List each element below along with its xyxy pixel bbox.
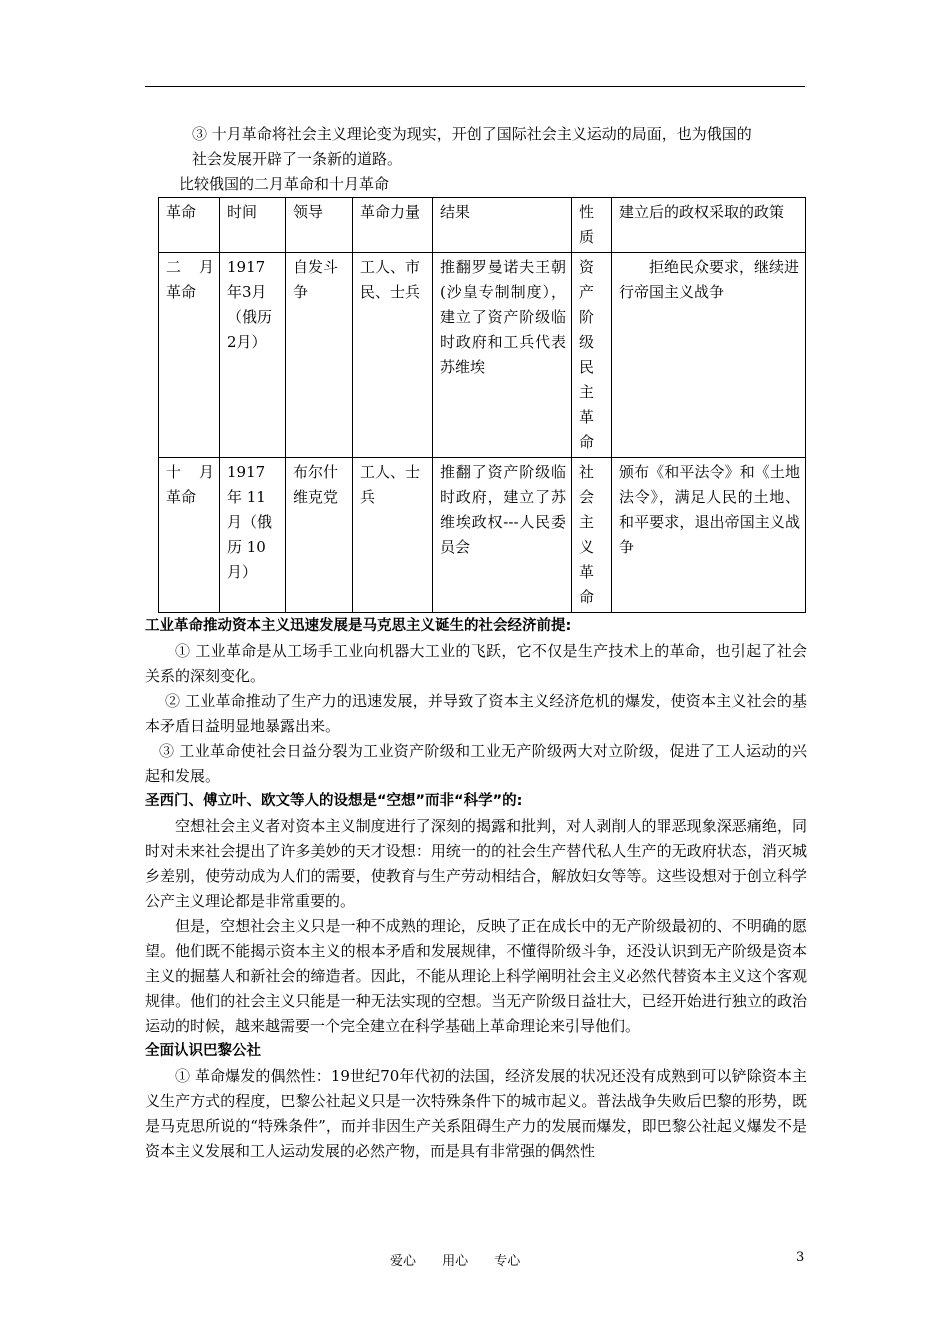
cell-nature: 资产阶级民主革命 xyxy=(572,253,612,458)
cell-leader: 布尔什维克党 xyxy=(286,458,353,613)
cell-time: 1917 年 11 月（俄 历 10 月） xyxy=(220,458,286,613)
document-body xyxy=(145,122,807,1164)
table-caption: 比较俄国的二月革命和十月革命 xyxy=(179,175,390,193)
section3-paragraph-1: ① 革命爆发的偶然性：19世纪70年代初的法国，经济发展的状况还没有成熟到可以铲除资本主义生产方式的程度，巴黎公社起义只是一次特殊条件下的城市起义。普法战争失败后巴黎的形势，既是马克思所说的“特殊条件”，而并非因生产关系阻碍生产力的发展而爆发，即巴黎公社起义爆发不是资本主义发展和工人运动发展的必然产物，而是具有非常强的偶然性 xyxy=(145,1067,807,1160)
section1-paragraph-1: ① 工业革命是从工场手工业向机器大工业的飞跃，它不仅是生产技术上的革命，也引起了社会关系的深刻变化。 xyxy=(145,642,807,685)
table-row xyxy=(159,458,806,613)
section2-paragraph-1: 空想社会主义者对资本主义制度进行了深刻的揭露和批判，对人剥削人的罪恶现象深恶痛绝，同时对未来社会提出了许多美妙的天才设想：用统一的的社会生产替代私人生产的无政府状态，消灭城乡差别，使劳动成为人们的需要，使教育与生产劳动相结合，解放妇女等等。这些设想对于创立科学公产主义理论都是非常重要的。 xyxy=(145,817,807,910)
cell-nature: 社会主义革命 xyxy=(572,458,612,613)
cell-policy: 颁布《和平法令》和《土地法令》，满足人民的土地、和平要求，退出帝国主义战争 xyxy=(612,458,806,613)
section-heading-utopian-socialism: 圣西门、傅立叶、欧文等人的设想是“空想”而非“科学”的: xyxy=(145,793,523,809)
cell-force: 工人、市民、士兵 xyxy=(353,253,433,458)
header-cell: 性质 xyxy=(572,198,612,253)
cell-revolution: 十 月革命 xyxy=(159,458,220,613)
intro-point-3-line2: 社会发展开辟了一条新的道路。 xyxy=(192,150,403,168)
cell-result: 推翻罗曼诺夫王朝(沙皇专制制度），建立了资产阶级临时政府和工兵代表苏维埃 xyxy=(433,253,572,458)
intro-point-3 xyxy=(145,122,807,172)
section1-paragraph-2: ② 工业革命推动了生产力的迅速发展，并导致了资本主义经济危机的爆发，使资本主义社会的基本矛盾日益明显地暴露出来。 xyxy=(145,692,807,735)
cell-revolution: 二 月革命 xyxy=(159,253,220,458)
header-rule xyxy=(145,86,805,87)
section-heading-paris-commune: 全面认识巴黎公社 xyxy=(145,1043,261,1059)
cell-time: 1917年3月（俄历2月） xyxy=(220,253,286,458)
intro-point-3-line1: ③ 十月革命将社会主义理论变为现实，开创了国际社会主义运动的局面，也为俄国的 xyxy=(192,125,752,143)
cell-policy: 拒绝民众要求，继续进行帝国主义战争 xyxy=(612,253,806,458)
header-cell: 结果 xyxy=(433,198,572,253)
page-number: 3 xyxy=(796,1250,805,1265)
table-header-row xyxy=(159,198,806,253)
comparison-table xyxy=(158,197,806,613)
section1-paragraph-3: ③ 工业革命使社会日益分裂为工业资产阶级和工业无产阶级两大对立阶级，促进了工人运动的兴起和发展。 xyxy=(145,742,807,785)
section-heading-industrial-revolution: 工业革命推动资本主义迅速发展是马克思主义诞生的社会经济前提: xyxy=(145,618,572,634)
header-cell: 革命力量 xyxy=(353,198,433,253)
section2-paragraph-2: 但是，空想社会主义只是一种不成熟的理论，反映了正在成长中的无产阶级最初的、不明确的愿望。他们既不能揭示资本主义的根本矛盾和发展规律，不懂得阶级斗争，还没认识到无产阶级是资本主义的掘墓人和新社会的缔造者。因此，不能从理论上科学阐明社会主义必然代替资本主义这个客观规律。他们的社会主义只能是一种无法实现的空想。当无产阶级日益壮大，已经开始进行独立的政治运动的时候，越来越需要一个完全建立在科学基础上革命理论来引导他们。 xyxy=(145,917,807,1035)
cell-force: 工人、士兵 xyxy=(353,458,433,613)
header-cell: 领导 xyxy=(286,198,353,253)
header-cell: 建立后的政权采取的政策 xyxy=(612,198,806,253)
cell-leader: 自发斗争 xyxy=(286,253,353,458)
header-cell: 时间 xyxy=(220,198,286,253)
cell-result: 推翻了资产阶级临时政府，建立了苏维埃政权---人民委员会 xyxy=(433,458,572,613)
table-row xyxy=(159,253,806,458)
footer-motto: 爱心 用心 专心 xyxy=(390,1254,521,1269)
header-cell: 革命 xyxy=(159,198,220,253)
